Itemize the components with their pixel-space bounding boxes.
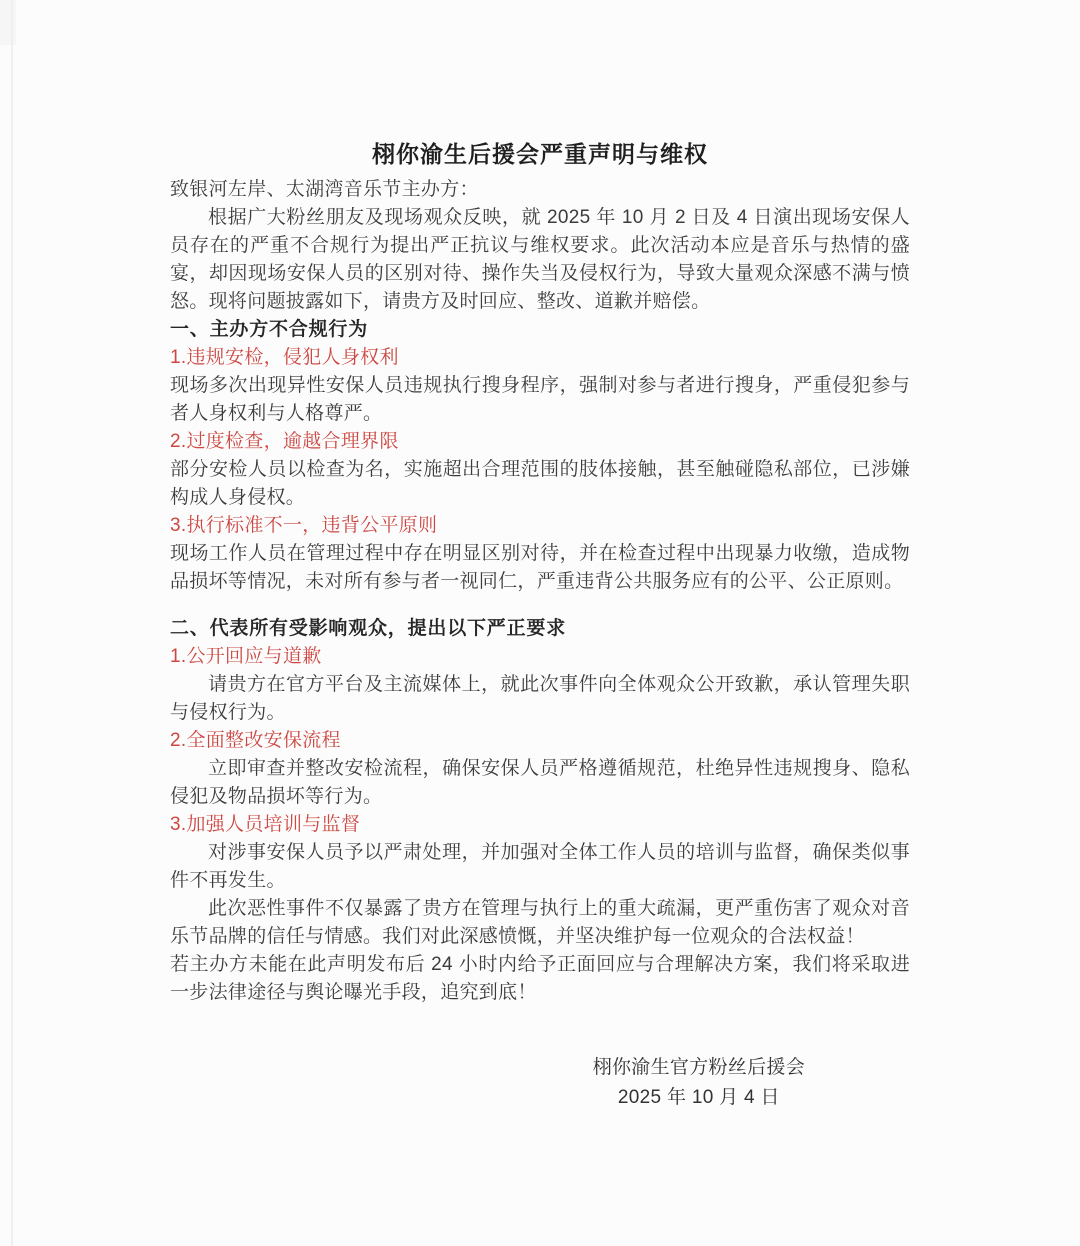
section1-item2-body: 部分安检人员以检查为名，实施超出合理范围的肢体接触，甚至触碰隐私部位，已涉嫌构成人身侵权。 bbox=[170, 459, 910, 508]
document-body bbox=[170, 136, 910, 1113]
section2-heading: 二、代表所有受影响观众，提出以下严正要求 bbox=[170, 618, 567, 639]
signature-block bbox=[593, 1053, 805, 1113]
section2-item3-title: 3.加强人员培训与监督 bbox=[170, 814, 361, 835]
closing-paragraph-2: 若主办方未能在此声明发布后 24 小时内给予正面回应与合理解决方案，我们将采取进一步法律途径与舆论曝光手段，追究到底！ bbox=[170, 954, 910, 1003]
document-title: 栩你渝生后援会严重声明与维权 bbox=[372, 141, 708, 167]
section2-item3-body: 对涉事安保人员予以严肃处理，并加强对全体工作人员的培训与监督，确保类似事件不再发生。 bbox=[170, 842, 910, 891]
section2-item2-body: 立即审查并整改安检流程，确保安保人员严格遵循规范，杜绝异性违规搜身、隐私侵犯及物品损坏等行为。 bbox=[170, 758, 910, 807]
salutation-line: 致银河左岸、太湖湾音乐节主办方： bbox=[170, 179, 479, 200]
page-edge-line bbox=[11, 0, 13, 1246]
section2-item2-title: 2.全面整改安保流程 bbox=[170, 730, 341, 751]
closing-paragraph-1: 此次恶性事件不仅暴露了贵方在管理与执行上的重大疏漏，更严重伤害了观众对音乐节品牌的信任与情感。我们对此深感愤慨，并坚决维护每一位观众的合法权益！ bbox=[170, 898, 910, 947]
section2-item1-title: 1.公开回应与道歉 bbox=[170, 646, 322, 667]
section1-item1-title: 1.违规安检，侵犯人身权利 bbox=[170, 347, 399, 368]
signature-date: 2025 年 10 月 4 日 bbox=[617, 1087, 780, 1108]
section2-item1-body: 请贵方在官方平台及主流媒体上，就此次事件向全体观众公开致歉，承认管理失职与侵权行为。 bbox=[170, 674, 910, 723]
section1-item1-body: 现场多次出现异性安保人员违规执行搜身程序，强制对参与者进行搜身，严重侵犯参与者人身权利与人格尊严。 bbox=[170, 375, 910, 424]
section1-item3-body: 现场工作人员在管理过程中存在明显区别对待，并在检查过程中出现暴力收缴，造成物品损坏等情况，未对所有参与者一视同仁，严重违背公共服务应有的公平、公正原则。 bbox=[170, 543, 910, 592]
intro-paragraph: 根据广大粉丝朋友及现场观众反映，就 2025 年 10 月 2 日及 4 日演出现场安保人员存在的严重不合规行为提出严正抗议与维权要求。此次活动本应是音乐与热情的盛宴，却因现场安保人员的区别对待、操作失当及侵权行为，导致大量观众深感不满与愤怒。现将问题披露如下，请贵方及时回应、整改、道歉并赔偿。 bbox=[170, 207, 910, 312]
section1-heading: 一、主办方不合规行为 bbox=[170, 319, 369, 340]
section1-item3-title: 3.执行标准不一，违背公平原则 bbox=[170, 515, 438, 536]
signature-name: 栩你渝生官方粉丝后援会 bbox=[592, 1057, 805, 1078]
page-corner-artifact bbox=[0, 0, 16, 45]
section1-item2-title: 2.过度检查，逾越合理界限 bbox=[170, 431, 399, 452]
